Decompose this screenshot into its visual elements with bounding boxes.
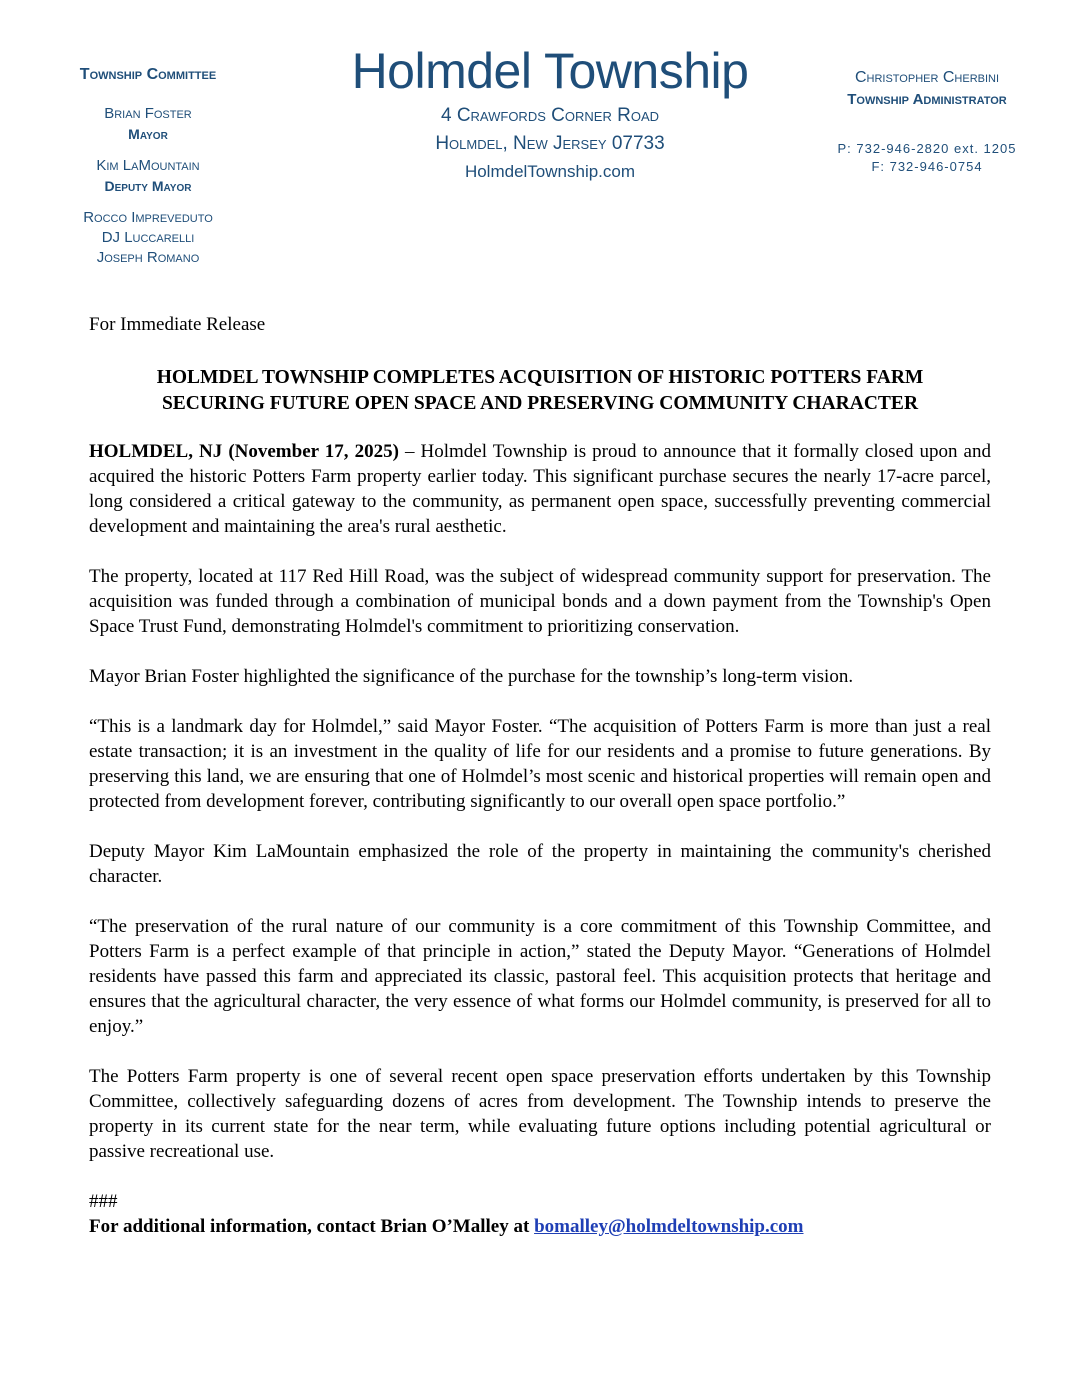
committee-member (48, 248, 248, 268)
phone-number: P: 732-946-2820 ext. 1205 (837, 141, 1017, 156)
member-name: Rocco Impreveduto (83, 209, 213, 226)
committee-heading: Township Committee (79, 66, 217, 83)
paragraph-7: The Potters Farm property is one of several recent open space preservation efforts undertaken by this Township Committee, collectively safeguarding dozens of acres from development. The Township intends to preserve the property in its current state for the near term, while evaluating future options including potential agricultural or passive recreational use. (89, 1066, 991, 1162)
paragraph-6: “The preservation of the rural nature of our community is a core commitment of this Township Committee, and Potters Farm is a perfect example of that principle in action,” stated the Deputy Mayor. “Generations of Holmdel residents have passed this farm and appreciated its classic, pastoral feel. This acquisition protects that heritage and ensures that the agricultural character, the very essence of what forms our Holmdel community, is preserved for all to enjoy.” (89, 916, 991, 1037)
headline-line2: SECURING FUTURE OPEN SPACE AND PRESERVING COMMUNITY CHARACTER (161, 393, 919, 414)
town-name: Holmdel Township (351, 43, 749, 99)
website: HolmdelTownship.com (464, 162, 636, 181)
member-name: Brian Foster (104, 105, 192, 122)
administrator-block (812, 66, 1042, 176)
member-name: Joseph Romano (96, 249, 200, 266)
paragraph-2: The property, located at 117 Red Hill Road, was the subject of widespread community support for preservation. The acquisition was funded through a combination of municipal bonds and a down payment from the Township's Open Space Trust Fund, demonstrating Holmdel's commitment to prioritizing conservation. (89, 566, 991, 637)
committee-member (48, 208, 248, 228)
administrator-name: Christopher Cherbini (854, 69, 1000, 86)
paragraph-3: Mayor Brian Foster highlighted the significance of the purchase for the township’s long-term vision. (89, 666, 854, 687)
committee-member (48, 104, 248, 144)
dateline: HOLMDEL, NJ (November 17, 2025) (89, 441, 399, 462)
member-title: Deputy Mayor (104, 178, 192, 194)
headline (89, 365, 991, 417)
township-masthead (310, 40, 790, 186)
end-mark: ### (89, 1191, 118, 1212)
release-label: For Immediate Release (89, 314, 266, 335)
committee-member (48, 228, 248, 248)
paragraph-1-text: – Holmdel Township is proud to announce that it formally closed upon and acquired the historic Potters Farm property earlier today. This significant purchase secures the nearly 17-acre parcel, long considered a critical gateway to the community, as permanent open space, successfully preventing commercial development and maintaining the area's rural aesthetic. (89, 441, 991, 537)
member-name: DJ Luccarelli (101, 229, 195, 246)
paragraph-4: “This is a landmark day for Holmdel,” said Mayor Foster. “The acquisition of Potters Farm is more than just a real estate transaction; it is an investment in the quality of life for our residents and a promise to future generations. By preserving this land, we are ensuring that one of Holmdel’s most scenic and historical properties will remain open and protected from development forever, contributing significantly to our overall open space portfolio.” (89, 716, 991, 812)
paragraph-5: Deputy Mayor Kim LaMountain emphasized the role of the property in maintaining the community's cherished character. (89, 841, 991, 887)
member-title: Mayor (128, 126, 168, 142)
footer-contact (89, 1214, 991, 1239)
contact-text: For additional information, contact Brian O’Malley at (89, 1216, 535, 1237)
administrator-title: Township Administrator (847, 91, 1007, 108)
committee-list (48, 66, 248, 268)
contact-email-link[interactable]: bomalley@holmdeltownship.com (534, 1216, 804, 1237)
address-line2: Holmdel, New Jersey 07733 (435, 133, 665, 154)
press-release-body (89, 312, 991, 1239)
headline-line1: HOLMDEL TOWNSHIP COMPLETES ACQUISITION OF HISTORIC POTTERS FARM (156, 367, 924, 388)
fax-number: F: 732-946-0754 (871, 159, 983, 174)
member-name: Kim LaMountain (96, 157, 200, 174)
paragraph-1 (89, 439, 991, 539)
letterhead (0, 0, 1080, 300)
committee-member (48, 156, 248, 196)
address-line1: 4 Crawfords Corner Road (440, 105, 660, 126)
contact-numbers (812, 140, 1042, 176)
